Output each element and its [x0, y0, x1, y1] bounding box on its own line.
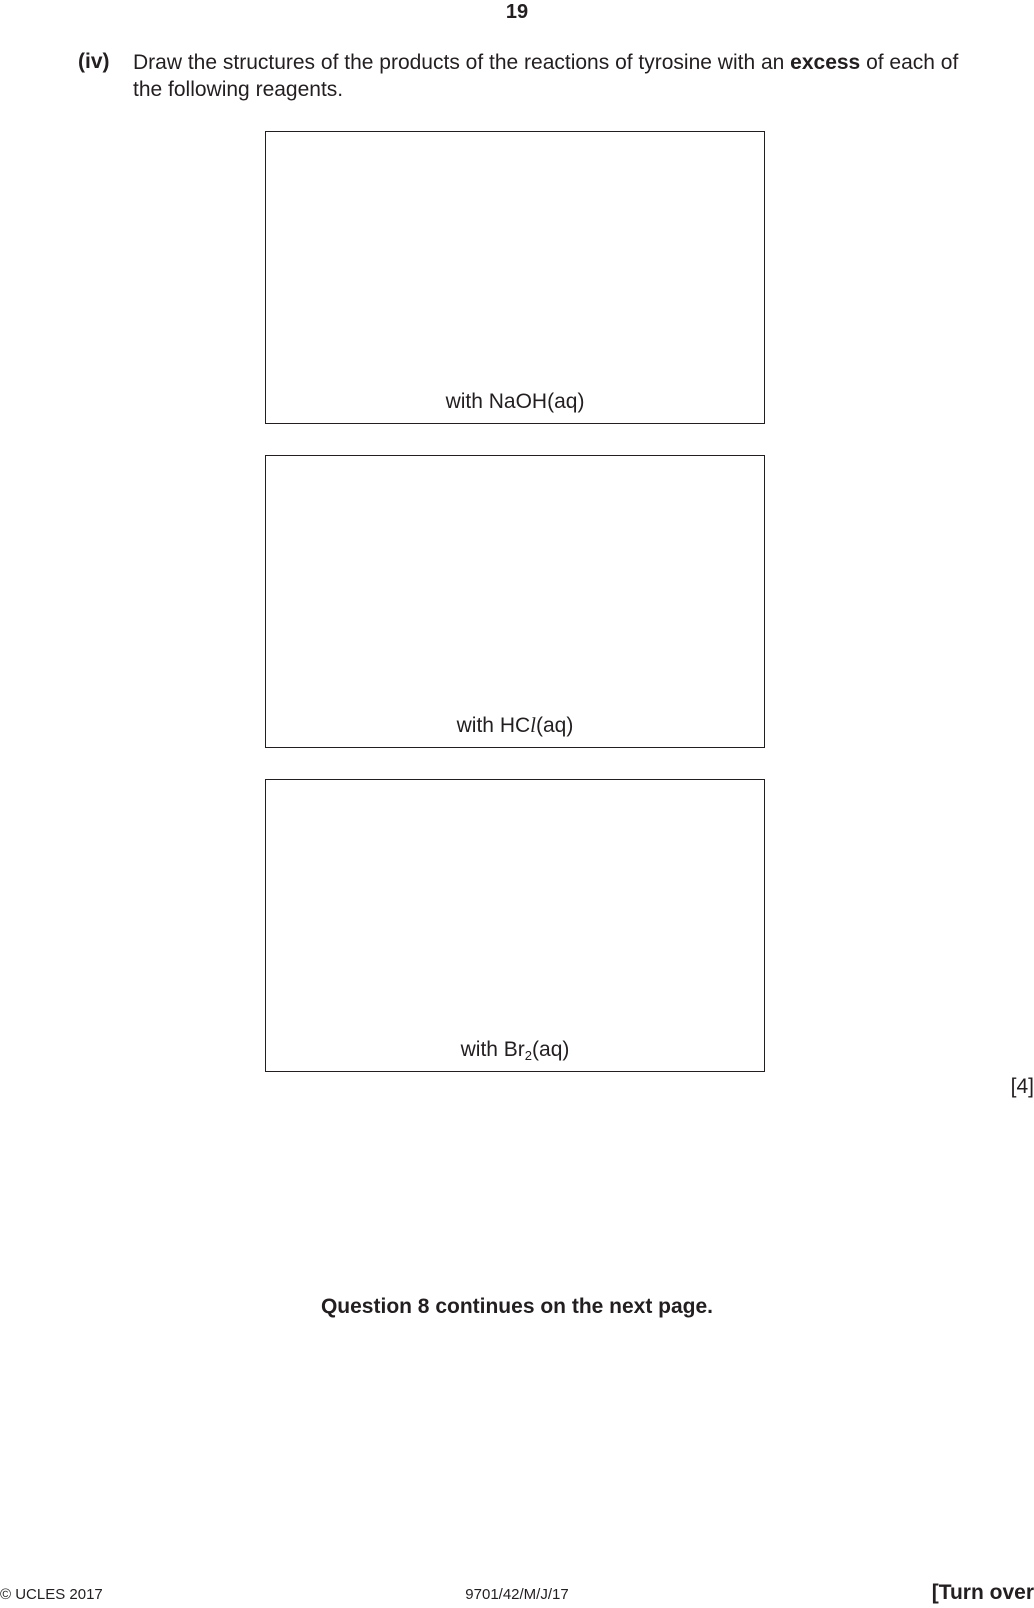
answer-box-label-hcl: [266, 712, 764, 739]
question-text-part-2: of each of: [860, 51, 959, 74]
label-suffix: (aq): [536, 714, 574, 737]
question-text-part-1: Draw the structures of the products of the reactions of tyrosine with an: [133, 51, 791, 74]
page-number: 19: [505, 1, 529, 23]
answer-box-label-br2: [266, 1037, 764, 1063]
question-text-line-1: [133, 49, 1034, 76]
footer-paper-code: 9701/42/M/J/17: [465, 1586, 569, 1603]
marks-allocation: [4]: [1010, 1075, 1034, 1098]
label-italic: l: [530, 713, 536, 737]
question-text-bold: excess: [790, 51, 861, 74]
question-text-line-2: the following reagents.: [133, 78, 344, 101]
answer-box-naoh[interactable]: [265, 131, 765, 424]
question-label: (iv): [78, 50, 110, 73]
footer-turn-over: [Turn over: [931, 1581, 1034, 1604]
label-subscript: 2: [524, 1048, 533, 1063]
label-prefix: with HC: [456, 714, 531, 737]
question-text: [133, 49, 1034, 103]
label-prefix: with Br: [460, 1038, 525, 1061]
footer-copyright: © UCLES 2017: [0, 1586, 103, 1603]
label-suffix: (aq): [532, 1038, 570, 1061]
answer-box-hcl[interactable]: [265, 455, 765, 748]
answer-box-label-naoh: [266, 389, 764, 415]
answer-box-br2[interactable]: [265, 779, 765, 1072]
continues-note: Question 8 continues on the next page.: [320, 1295, 714, 1318]
label-text: with NaOH(aq): [445, 390, 585, 413]
